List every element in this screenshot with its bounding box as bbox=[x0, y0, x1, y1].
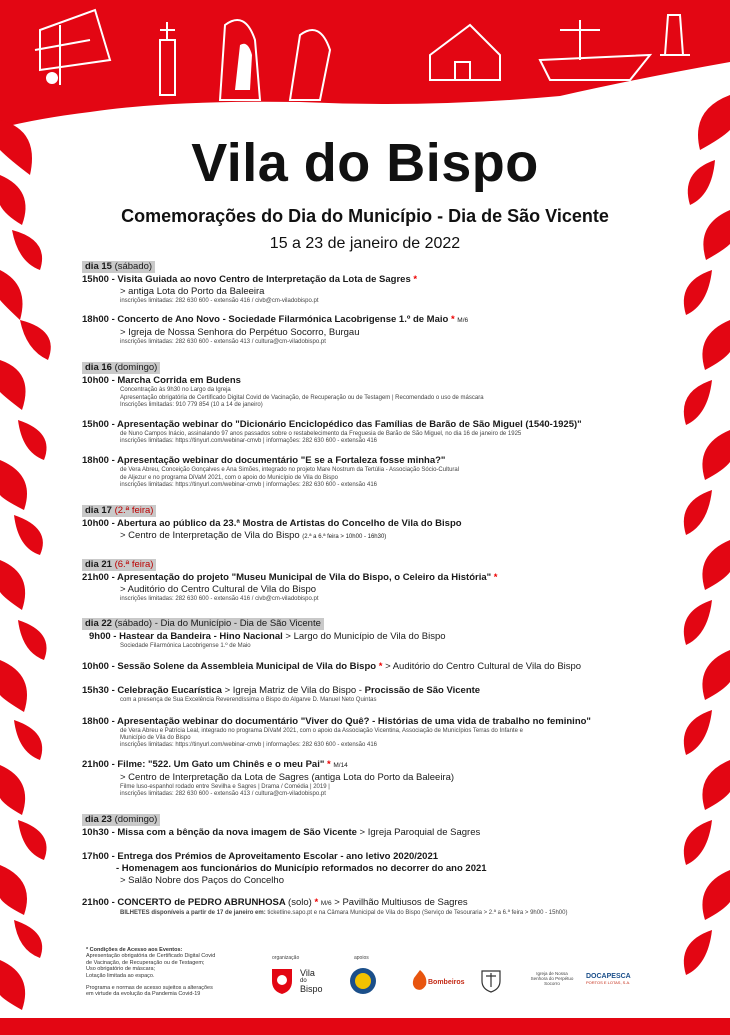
event-info: de Aljezur e no programa DiVaM 2021, com o apoio do Município de Vila do Bispo bbox=[120, 474, 338, 481]
day-header-17: dia 17 (2.ª feira) bbox=[82, 505, 156, 517]
event-info: Filme luso-espanhol rodado entre Sevilha e Sagres | Drama / Comédia | 2019 | bbox=[120, 784, 330, 791]
event-title: 21h00 - Apresentação do projeto "Museu Municipal de Vila do Bispo, o Celeiro da História" * bbox=[82, 572, 498, 584]
event-title: 15h30 - Celebração Eucarística > Igreja Matriz de Vila do Bispo - Procissão de São Vicente bbox=[82, 685, 481, 697]
event-info: BILHETES disponíveis a partir de 17 de janeiro em: ticketline.sapo.pt e na Câmara Municipal de Vila do Bispo (Serviço de Tesouraria > 2.ª a 6.ª feira > 9h00 - 15h00) bbox=[120, 909, 568, 916]
program bbox=[82, 256, 662, 917]
sponsor-logos bbox=[262, 955, 662, 1005]
docapesca-logo: DOCAPESCA PORTOS E LOTAS, S.A. bbox=[586, 973, 631, 985]
event-info: inscrições limitadas: 282 630 600 - extensão 413 / cultura@cm-viladobispo.pt bbox=[120, 339, 326, 346]
event-info: inscrições limitadas: https://tinyurl.com/webinar-cmvb | informações: 282 630 600 - extensão 416 bbox=[120, 481, 378, 488]
event-info: inscrições limitadas: https://tinyurl.com/webinar-cmvb | informações: 282 630 600 - extensão 416 bbox=[120, 438, 378, 445]
event-title: 10h00 - Abertura ao público da 23.ª Mostra de Artistas do Concelho de Vila do Bispo bbox=[82, 518, 462, 530]
event-title: 18h00 - Apresentação webinar do documentário "E se a Fortaleza fosse minha?" bbox=[82, 455, 446, 467]
event-info: Sociedade Filarmónica Lacobrigense 1.º de Maio bbox=[120, 643, 251, 650]
event-title: 10h00 - Marcha Corrida em Budens bbox=[82, 375, 241, 387]
organization-label: organização bbox=[272, 955, 300, 961]
event-title: - Homenagem aos funcionários do Município reformados no decorrer do ano 2021 bbox=[116, 862, 487, 874]
support-label: apoios bbox=[354, 955, 369, 961]
access-conditions: * Condições de Acesso aos Eventos: Apresentação obrigatória de Certificado Digital Covid de Vacinação, de Recuperação ou de Testagem; Uso obrigatório de máscara; Lotação limitada ao espaço. Programa e normas de acesso sujeitos a alterações em virtude da evolução da Pandemia Covid-19 bbox=[86, 947, 216, 998]
event-title: 21h00 - CONCERTO de PEDRO ABRUNHOSA (solo) * M/6 > Pavilhão Multiusos de Sagres bbox=[82, 896, 468, 908]
event-title: 9h00 - Hastear da Bandeira - Hino Nacional > Largo do Município de Vila do Bispo bbox=[89, 631, 446, 643]
event-info: de Nuno Campos Inácio, assinalando 97 anos passados sobre o restabelecimento da Freguesia de Barão de São Miguel, no dia 16 de janeiro de 1925 bbox=[120, 431, 522, 438]
event-info: Concentração às 9h30 no Largo da Igreja bbox=[120, 387, 231, 394]
day-header-16: dia 16 (domingo) bbox=[82, 362, 160, 374]
event-info: inscrições limitadas: https://tinyurl.com/webinar-cmvb | informações: 282 630 600 - extensão 416 bbox=[120, 742, 378, 749]
page-subtitle: Comemorações do Dia do Município - Dia de São Vicente bbox=[121, 206, 609, 226]
event-info: de Vera Abreu e Patrícia Leal, integrado no programa DiVaM 2021, com o apoio da Associação Vicentina, Associação de Municípios Terras do Infante e bbox=[120, 727, 523, 734]
day-header-22: dia 22 (sábado) - Dia do Município - Dia de São Vicente bbox=[82, 618, 324, 630]
event-info: inscrições limitadas: 282 630 600 - extensão 413 / cultura@cm-viladobispo.pt bbox=[120, 791, 326, 798]
event-title: 21h00 - Filme: "522. Um Gato um Chinês e o meu Pai" * M/14 bbox=[82, 759, 348, 771]
day-header-15: dia 15 (sábado) bbox=[82, 261, 155, 273]
event-title: 17h00 - Entrega dos Prémios de Aproveitamento Escolar - ano letivo 2020/2021 bbox=[82, 850, 439, 862]
event-info: Município de Vila do Bispo bbox=[120, 734, 191, 741]
event-title: 18h00 - Concerto de Ano Novo - Sociedade Filarmónica Lacobrigense 1.º de Maio * M/6 bbox=[82, 314, 469, 326]
event-location: > Igreja de Nossa Senhora do Perpétuo Socorro, Burgau bbox=[120, 327, 360, 339]
firefighters-logo-icon bbox=[410, 969, 430, 993]
event-dates: 15 a 23 de janeiro de 2022 bbox=[269, 235, 461, 252]
event-info: inscrições limitadas: 282 630 600 - extensão 416 / civb@cm-viladobispo.pt bbox=[120, 298, 319, 304]
event-title: 10h30 - Missa com a bênção da nova imagem de São Vicente > Igreja Paroquial de Sagres bbox=[82, 826, 481, 838]
event-info: Apresentação obrigatória de Certificado Digital Covid de Vacinação, de Recuperação ou de Testagem | Recomendado o uso de máscara bbox=[120, 394, 484, 401]
church-logo-text: Igreja de Nossa Senhora do Perpétuo Socorro bbox=[530, 971, 574, 986]
event-location: > antiga Lota do Porto da Baleeira bbox=[120, 286, 265, 297]
vila-do-bispo-logo: Vila do Bispo bbox=[300, 968, 323, 994]
event-title: 10h00 - Sessão Solene da Assembleia Municipal de Vila do Bispo * > Auditório do Centro Cultural de Vila do Bispo bbox=[82, 661, 582, 673]
event-info: de Vera Abreu, Conceição Gonçalves e Ana Simões, integrado no projeto Mare Nostrum da Tertúlia - Associação Sócio-Cultural bbox=[120, 467, 460, 474]
event-location: > Centro de Interpretação da Lota de Sagres (antiga Lota do Porto da Baleeira) bbox=[120, 772, 455, 784]
association-logo-icon bbox=[348, 967, 378, 995]
firefighters-logo-text: Bombeiros bbox=[428, 979, 465, 986]
municipality-shield-icon bbox=[270, 967, 294, 995]
event-title: 15h00 - Apresentação webinar do "Dicionário Enciclopédico das Famílias de Barão de São Miguel (1540-1925)" bbox=[82, 419, 582, 431]
day-header-23: dia 23 (domingo) bbox=[82, 814, 160, 826]
event-location: > Salão Nobre dos Paços do Concelho bbox=[120, 874, 284, 886]
event-location: > Auditório do Centro Cultural de Vila do Bispo bbox=[120, 584, 317, 596]
event-info: Inscrições limitadas: 910 779 854 (10 a 14 de janeiro) bbox=[120, 401, 263, 408]
day-header-21: dia 21 (6.ª feira) bbox=[82, 559, 156, 571]
event-title: 18h00 - Apresentação webinar do documentário "Viver do Quê? - Histórias de uma vida de trabalho no feminino" bbox=[82, 715, 591, 727]
parish-crest-icon bbox=[480, 967, 502, 993]
event-info: inscrições limitadas: 282 630 600 - extensão 416 / civb@cm-viladobispo.pt bbox=[120, 596, 319, 603]
page-title: Vila do Bispo bbox=[191, 133, 539, 193]
event-location: > Centro de Interpretação de Vila do Bispo (2.ª a 6.ª feira > 10h00 - 16h30) bbox=[120, 530, 387, 542]
event-info: com a presença de Sua Excelência Reverendíssima o Bispo do Algarve D. Manuel Neto Quintas bbox=[120, 697, 377, 704]
event-title: 15h00 - Visita Guiada ao novo Centro de Interpretação da Lota de Sagres * bbox=[82, 274, 418, 285]
